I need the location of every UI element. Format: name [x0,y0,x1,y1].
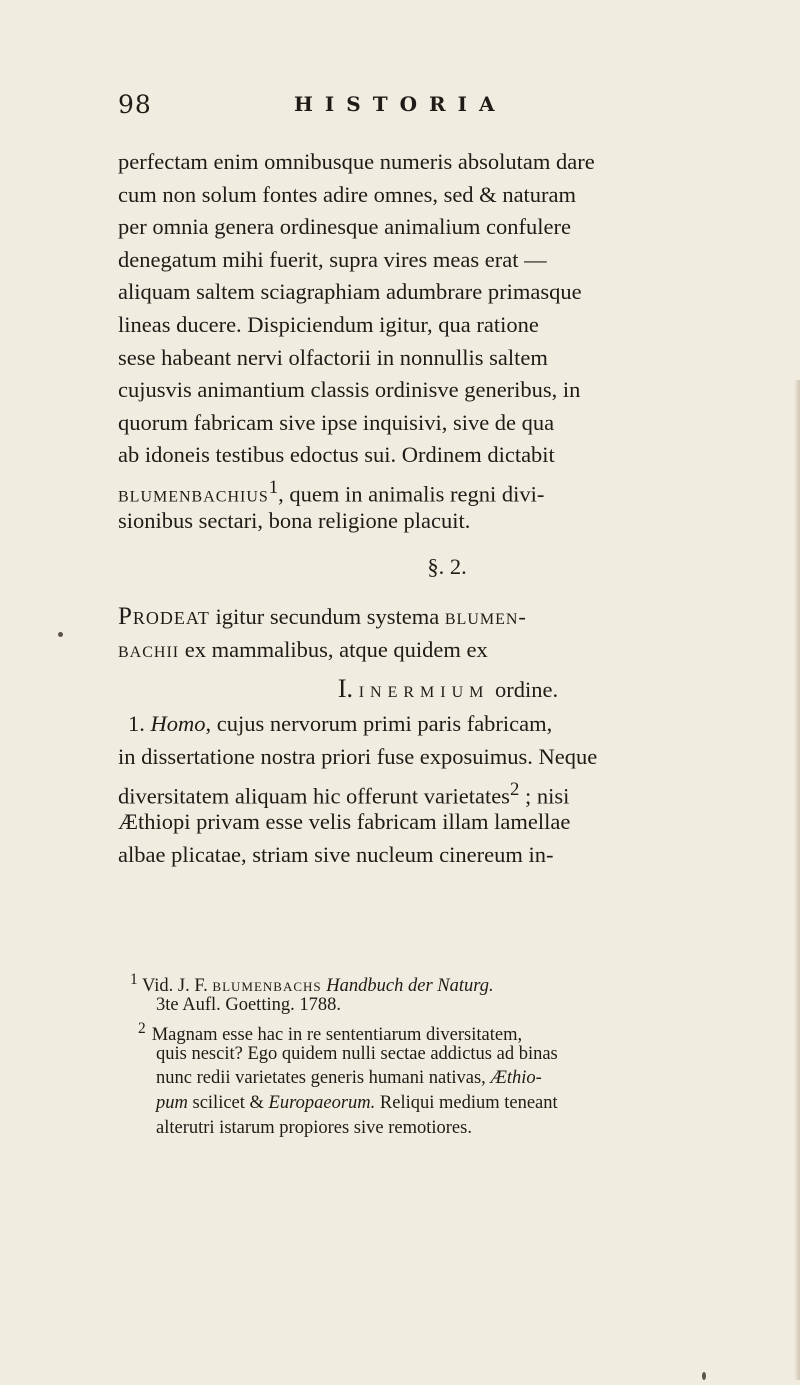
footnote-line: quis nescit? Ego quidem nulli sectae addictus ad binas [156,1043,558,1064]
author-name: blumenbachius [118,481,269,507]
text-line: ab idoneis testibus edoctus sui. Ordinem dictabit [118,442,555,468]
text-line: denegatum mihi fuerit, supra vires meas erat — [118,246,547,272]
author-name: blumenbachs [212,976,322,997]
lead-word: Prodeat [118,603,210,631]
footnote-line: alterutri istarum propiores sive remotiores. [156,1117,472,1138]
text-line [118,774,748,807]
text-fragment: Reliqui medium teneant [379,1092,558,1113]
text-line: cum non solum fontes adire omnes, sed & naturam [118,181,577,207]
text-line: perfectam enim omnibusque numeris absolutam dare [118,149,595,174]
text-line: sionibus sectari, bona religione placuit. [118,507,471,533]
ink-speck [58,632,63,637]
footnote-1 [130,968,730,997]
page-number: 98 [118,90,152,119]
text-line [118,708,748,741]
text-line: sese habeant nervi olfactorii in nonnullis saltem [118,344,548,370]
italic-term: pum [156,1092,188,1113]
text-line: aliquam saltem sciagraphiam adumbrare primasque [118,279,582,305]
italic-term: Æthio- [490,1068,542,1089]
species-name: Homo [150,711,206,737]
footnote-ref: 1 [268,476,279,498]
text-line [118,601,748,634]
text-line [118,472,748,505]
text-fragment: , quem in animalis regni divi- [278,481,545,507]
page-header [118,88,738,128]
text-line: quorum fabricam sive ipse inquisivi, sive de qua [118,409,555,435]
item-number: 1. [128,711,145,737]
text-fragment: Magnam esse hac in re sententiarum diversitatem, [151,1025,523,1046]
text-fragment: ; nisi [524,783,570,808]
order-numeral: I. [337,674,354,704]
text-line: per omnia genera ordinesque animalium confulere [118,214,571,240]
author-name: bachii [118,636,180,662]
order-word: inermium [358,677,490,703]
text-line: cujusvis animantium classis ordinisve generibus, in [118,377,581,403]
footnote-line [130,1066,730,1091]
footnote-1-line-2: 3te Aufl. Goetting. 1788. [156,994,341,1015]
text-line: in dissertatione nostra priori fuse exposuimus. Neque [118,743,598,769]
text-line: albae plicatae, striam sive nucleum cinereum in- [118,841,554,867]
italic-term: Europaeorum. [268,1092,376,1113]
book-title: Handbuch der Naturg. [326,976,494,997]
text-fragment: scilicet & [192,1092,264,1113]
text-fragment: nunc redii varietates generis humani nativas, [156,1068,486,1089]
page-edge-shadow [794,380,800,1380]
text-fragment: igitur secundum systema [215,604,440,630]
section-heading: §. 2. [427,554,467,580]
footnote-line [130,1091,730,1116]
text-line: Æthiopi privam esse velis fabricam illam lamellae [118,809,571,835]
order-tail: ordine. [494,677,559,703]
author-name: blumen- [444,604,527,630]
footnote-marker: 1 [130,971,138,988]
text-fragment: ex mammalibus, atque quidem ex [184,636,488,662]
footnote-marker: 2 [138,1020,146,1038]
main-text [118,146,748,871]
footnotes [130,968,730,1140]
footnote-ref: 2 [509,778,520,800]
text-fragment: , cujus nervorum primi paris fabricam, [205,711,553,737]
text-line [118,634,748,667]
text-fragment: diversitatem aliquam hic offerunt varietates [118,783,510,808]
running-title: HISTORIA [294,92,507,116]
order-heading [118,666,748,708]
text-fragment: Vid. J. F. [142,976,208,997]
text-line: lineas ducere. Dispiciendum igitur, qua ratione [118,311,539,337]
footnote-2 [130,1017,730,1046]
ink-speck [702,1372,706,1380]
